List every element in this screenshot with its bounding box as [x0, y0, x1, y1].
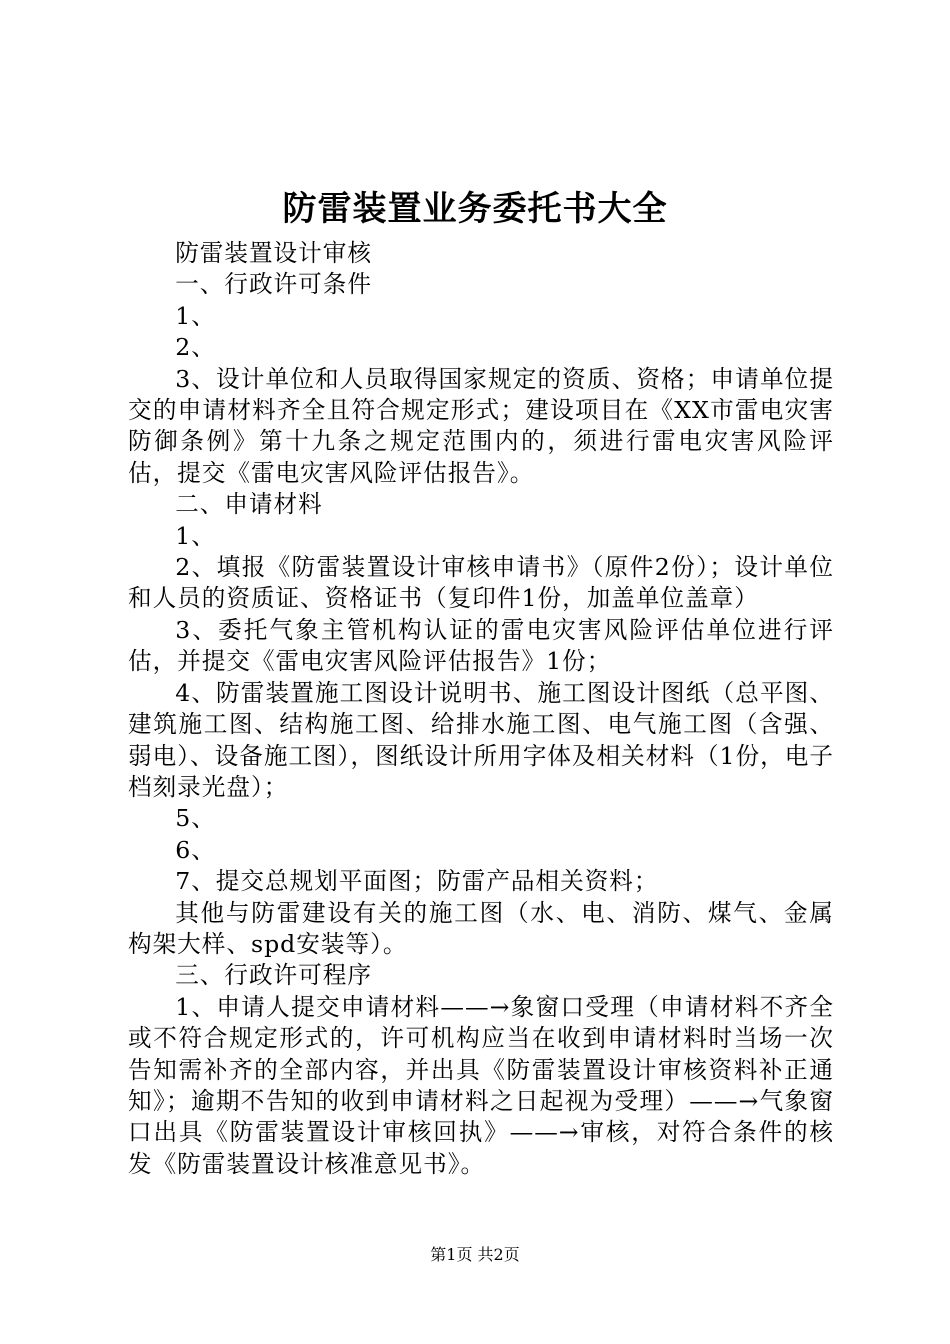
- paragraph: 1、申请人提交申请材料——→象窗口受理（申请材料不齐全或不符合规定形式的，许可机构应当在收到申请材料时当场一次告知需补齐的全部内容，并出具《防雷装置设计审核资料补正通知》；逾期不告知的收到申请材料之日起视为受理）——→气象窗口出具《防雷装置设计审核回执》——→审核，对符合条件的核发《防雷装置设计核准意见书》。: [128, 992, 834, 1178]
- page-footer: 第1页 共2页: [430, 1245, 520, 1264]
- document-body: [128, 238, 834, 1180]
- paragraph: 7、提交总规划平面图；防雷产品相关资料；: [175, 867, 659, 896]
- paragraph: 1、: [175, 521, 216, 550]
- paragraph: 防雷装置设计审核: [175, 239, 372, 267]
- paragraph: 3、委托气象主管机构认证的雷电灾害风险评估单位进行评估，并提交《雷电灾害风险评估报告》1份；: [128, 615, 834, 676]
- paragraph: 6、: [175, 835, 216, 864]
- paragraph: 其他与防雷建设有关的施工图（水、电、消防、煤气、金属构架大样、spd安装等）。: [128, 898, 834, 958]
- paragraph: 4、防雷装置施工图设计说明书、施工图设计图纸（总平图、建筑施工图、结构施工图、给排水施工图、电气施工图（含强、弱电）、设备施工图），图纸设计所用字体及相关材料（1份，电子档刻录光盘）；: [128, 678, 834, 801]
- paragraph: 2、填报《防雷装置设计审核申请书》（原件2份）；设计单位和人员的资质证、资格证书（复印件1份，加盖单位盖章）: [128, 553, 834, 613]
- paragraph: 一、行政许可条件: [175, 270, 372, 299]
- paragraph: 5、: [175, 804, 216, 833]
- paragraph: 二、申请材料: [175, 490, 323, 519]
- paragraph: 2、: [175, 333, 216, 362]
- document-title: 防雷装置业务委托书大全: [282, 189, 668, 229]
- paragraph: 3、设计单位和人员取得国家规定的资质、资格；申请单位提交的申请材料齐全且符合规定形式；建设项目在《XX市雷电灾害防御条例》第十九条之规定范围内的，须进行雷电灾害风险评估，提交《雷电灾害风险评估报告》。: [128, 364, 834, 487]
- paragraph: 三、行政许可程序: [175, 961, 372, 990]
- paragraph: 1、: [175, 301, 216, 330]
